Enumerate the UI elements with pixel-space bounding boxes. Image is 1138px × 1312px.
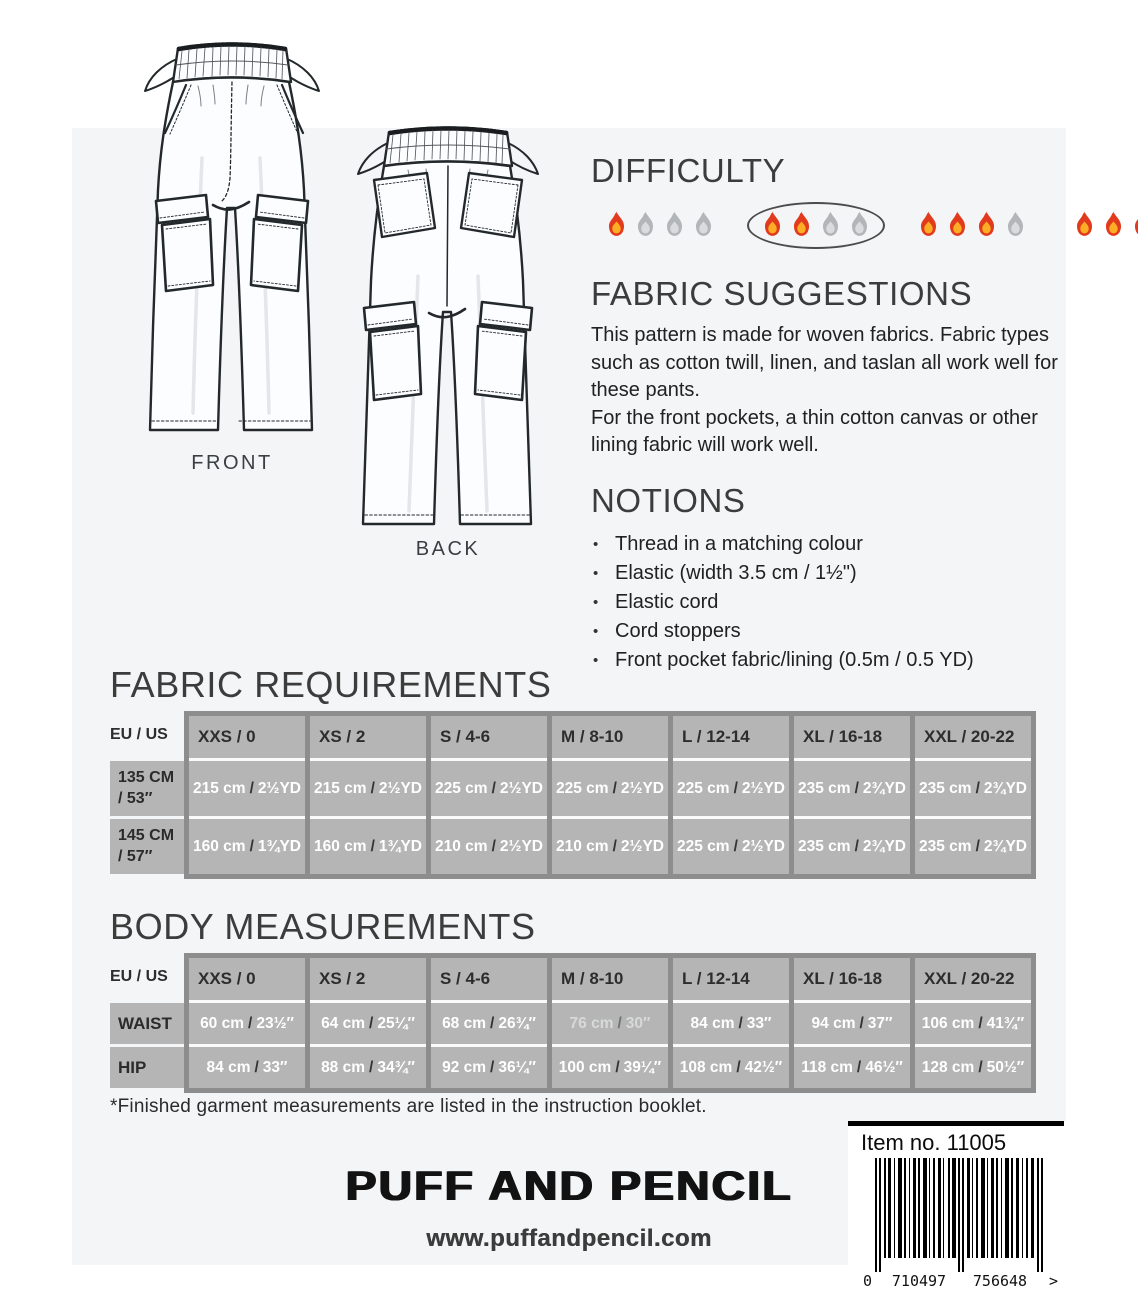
table-cell: 68 cm / 26¾″ (431, 1000, 547, 1044)
table-cell: 235 cm / 2¾YD (915, 758, 1031, 816)
size-column: XL / 16-18 235 cm / 2¾YD 235 cm / 2¾YD (789, 716, 910, 874)
corner-label: EU / US (110, 725, 168, 743)
table-cell: 235 cm / 2¾YD (915, 816, 1031, 874)
barcode-digit-left: 0 (863, 1272, 873, 1290)
size-column: S / 4-6 68 cm / 26¾″ 92 cm / 36¼″ (426, 958, 547, 1088)
notion-text: Elastic cord (615, 590, 719, 613)
notions-title: NOTIONS (591, 481, 746, 519)
size-column: M / 8-10 225 cm / 2½YD 210 cm / 2½YD (547, 716, 668, 874)
item-number: Item no. 11005 (861, 1130, 1007, 1155)
table-cell: 210 cm / 2½YD (552, 816, 668, 874)
notion-item (591, 617, 1063, 646)
flame-unlit-icon (817, 210, 844, 241)
table-cell: 118 cm / 46½″ (794, 1044, 910, 1088)
body-row-labels (110, 953, 184, 1093)
row-label-145cm: 145 CM / 57″ (110, 819, 184, 874)
size-column: XXS / 0 60 cm / 23½″ 84 cm / 33″ (189, 958, 305, 1088)
notions-list (591, 530, 1063, 675)
fabric-suggestions-paragraph-2: For the front pockets, a thin cotton canvas or other lining fabric will work well. (591, 406, 1038, 457)
website-url: www.puffandpencil.com (426, 1225, 712, 1252)
table-cell: 215 cm / 2½YD (310, 758, 426, 816)
back-view-label: BACK (415, 538, 481, 560)
flame-lit-icon (788, 210, 815, 241)
table-cell: 88 cm / 34¾″ (310, 1044, 426, 1088)
table-cell: 100 cm / 39¼″ (552, 1044, 668, 1088)
bullet-icon: • (593, 535, 599, 553)
table-cell: 215 cm / 2½YD (189, 758, 305, 816)
table-cell: 225 cm / 2½YD (673, 758, 789, 816)
barcode-digits-group2: 756648 (972, 1272, 1028, 1290)
barcode-top-bar (848, 1121, 1064, 1126)
size-column: M / 8-10 76 cm / 30″ 100 cm / 39¼″ (547, 958, 668, 1088)
table-cell: 84 cm / 33″ (673, 1000, 789, 1044)
notion-item (591, 588, 1063, 617)
bullet-icon: • (593, 622, 599, 640)
flame-lit-icon (944, 210, 971, 241)
barcode-digits-group1: 710497 (891, 1272, 947, 1290)
barcode (857, 1158, 1067, 1292)
table-cell: 92 cm / 36¼″ (431, 1044, 547, 1088)
size-column: XS / 2 215 cm / 2½YD 160 cm / 1¾YD (305, 716, 426, 874)
corner-label: EU / US (110, 967, 168, 985)
brand-logo: PUFF AND PENCIL (345, 1162, 793, 1209)
size-column: XL / 16-18 94 cm / 37″ 118 cm / 46½″ (789, 958, 910, 1088)
barcode-digit-right: > (1049, 1272, 1059, 1290)
flame-lit-icon (1100, 210, 1127, 241)
difficulty-level-4 (1059, 202, 1138, 249)
table-cell: 160 cm / 1¾YD (310, 816, 426, 874)
fabric-requirements-table (110, 711, 1036, 879)
difficulty-rating (591, 202, 1063, 249)
difficulty-level-2-selected (747, 202, 885, 249)
body-measurements-title: BODY MEASUREMENTS (110, 906, 536, 947)
table-cell: 84 cm / 33″ (189, 1044, 305, 1088)
flame-unlit-icon (1002, 210, 1029, 241)
row-label-hip: HIP (110, 1047, 184, 1088)
table-cell: 128 cm / 50½″ (915, 1044, 1031, 1088)
notion-item (591, 559, 1063, 588)
flame-lit-icon (973, 210, 1000, 241)
difficulty-title: DIFFICULTY (591, 152, 786, 189)
fabric-grid (184, 711, 1036, 879)
row-label-135cm: 135 CM / 53″ (110, 761, 184, 816)
size-column: L / 12-14 84 cm / 33″ 108 cm / 42½″ (668, 958, 789, 1088)
size-column: XXL / 20-22 106 cm / 41¾″ 128 cm / 50½″ (910, 958, 1031, 1088)
pants-front-drawing (116, 28, 348, 458)
table-cell-highlighted: 76 cm / 30″ (552, 1000, 668, 1044)
flame-lit-icon (759, 210, 786, 241)
table-cell: 235 cm / 2¾YD (794, 758, 910, 816)
barcode-box (848, 1121, 1081, 1312)
bullet-icon: • (593, 651, 599, 669)
notion-text: Front pocket fabric/lining (0.5m / 0.5 YD) (615, 648, 974, 671)
front-view-label: FRONT (191, 452, 273, 474)
size-column: XS / 2 64 cm / 25¼″ 88 cm / 34¾″ (305, 958, 426, 1088)
table-cell: 225 cm / 2½YD (673, 816, 789, 874)
right-column (591, 152, 1063, 675)
difficulty-level-3 (903, 202, 1041, 249)
table-cell: 108 cm / 42½″ (673, 1044, 789, 1088)
flame-unlit-icon (632, 210, 659, 241)
flame-unlit-icon (690, 210, 717, 241)
table-cell: 225 cm / 2½YD (431, 758, 547, 816)
footnote: *Finished garment measurements are listed in the instruction booklet. (110, 1096, 707, 1117)
notion-item (591, 646, 1063, 675)
fabric-row-labels (110, 711, 184, 879)
bullet-icon: • (593, 593, 599, 611)
flame-unlit-icon (846, 210, 873, 241)
pants-back-drawing (330, 116, 566, 552)
table-cell: 60 cm / 23½″ (189, 1000, 305, 1044)
table-cell: 160 cm / 1¾YD (189, 816, 305, 874)
flame-lit-icon (1071, 210, 1098, 241)
bullet-icon: • (593, 564, 599, 582)
table-cell: 210 cm / 2½YD (431, 816, 547, 874)
flame-lit-icon (1129, 210, 1138, 241)
body-measurements-table (110, 953, 1036, 1093)
table-cell: 225 cm / 2½YD (552, 758, 668, 816)
table-cell: 64 cm / 25¼″ (310, 1000, 426, 1044)
body-grid (184, 953, 1036, 1093)
notion-item (591, 530, 1063, 559)
fabric-requirements-title: FABRIC REQUIREMENTS (110, 664, 552, 705)
size-column: XXL / 20-22 235 cm / 2¾YD 235 cm / 2¾YD (910, 716, 1031, 874)
size-column: L / 12-14 225 cm / 2½YD 225 cm / 2½YD (668, 716, 789, 874)
fabric-suggestions-title: FABRIC SUGGESTIONS (591, 275, 973, 312)
flame-lit-icon (915, 210, 942, 241)
table-cell: 106 cm / 41¾″ (915, 1000, 1031, 1044)
difficulty-level-1 (591, 202, 729, 249)
notion-text: Elastic (width 3.5 cm / 1½") (615, 561, 857, 584)
size-column: XXS / 0 215 cm / 2½YD 160 cm / 1¾YD (189, 716, 305, 874)
size-column: S / 4-6 225 cm / 2½YD 210 cm / 2½YD (426, 716, 547, 874)
notion-text: Cord stoppers (615, 619, 741, 642)
notion-text: Thread in a matching colour (615, 532, 863, 555)
row-label-waist: WAIST (110, 1003, 184, 1044)
table-cell: 235 cm / 2¾YD (794, 816, 910, 874)
flame-lit-icon (603, 210, 630, 241)
fabric-suggestions-paragraph-1: This pattern is made for woven fabrics. Fabric types such as cotton twill, linen, and taslan all work well for these pants. (591, 324, 1058, 402)
table-cell: 94 cm / 37″ (794, 1000, 910, 1044)
flame-unlit-icon (661, 210, 688, 241)
